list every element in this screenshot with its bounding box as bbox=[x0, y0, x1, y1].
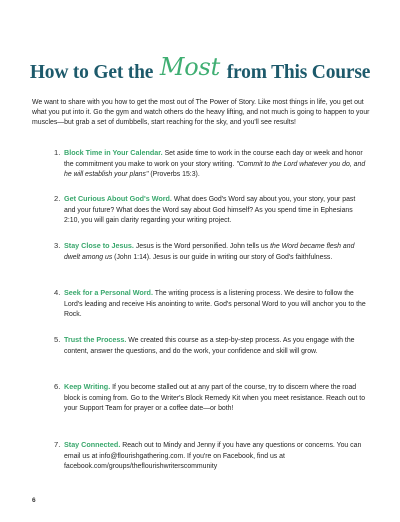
item-heading: Trust the Process. bbox=[64, 335, 127, 344]
item-text-2: (John 1:14). Jesus is our guide in writing our story of God's faithfulness. bbox=[112, 253, 333, 261]
item-quote: the Word became flesh and dwelt among us bbox=[64, 243, 355, 261]
title-before: How to Get the bbox=[29, 62, 154, 83]
item-quote: "Commit to the Lord whatever you do, and he will establish your plans" bbox=[64, 160, 366, 178]
page-title bbox=[0, 53, 400, 84]
item-text: Jesus is the Word personified. John tells us bbox=[133, 243, 271, 250]
item-number: 4. bbox=[54, 288, 61, 297]
item-body bbox=[64, 335, 366, 357]
item-number: 6. bbox=[54, 382, 61, 391]
item-text: Reach out to Mindy and Jenny if you have any questions or concerns. You can email us at info@flourishgathering.com. If you're on Facebook, find us at facebook.com/groups/theflourishwriterscommunity bbox=[64, 442, 362, 470]
item-text: We created this course as a step-by-step process. As you engage with the content, answer the questions, and do the work, your confidence and skill will grow. bbox=[64, 337, 355, 355]
item-heading: Seek for a Personal Word. bbox=[64, 288, 153, 297]
item-body bbox=[64, 148, 366, 181]
item-text: If you become stalled out at any part of the course, try to discern where the road block is coming from. Go to the Writer's Block Remedy Kit when you meet resistance. Reach out to your Support Team for prayer or a coffee date—or both! bbox=[64, 384, 366, 412]
intro-paragraph: We want to share with you how to get the most out of The Power of Story. Like most things in life, you get out what you put into it. Go the gym and watch others do the heavy lifting, and not much is going to happen to your muscles—but grab a set of dumbbells, start reaching for the sky, and you'll see results! bbox=[32, 99, 370, 126]
item-body bbox=[64, 288, 366, 321]
item-heading: Stay Close to Jesus. bbox=[64, 241, 134, 250]
item-heading: Stay Connected. bbox=[64, 440, 121, 449]
item-text-2: (Proverbs 15:3). bbox=[148, 171, 200, 178]
item-heading: Block Time in Your Calendar. bbox=[64, 148, 163, 157]
item-body bbox=[64, 241, 366, 263]
title-script-word: Most bbox=[159, 53, 221, 81]
item-body bbox=[64, 194, 366, 227]
page-number: 6 bbox=[32, 497, 36, 504]
item-number: 1. bbox=[54, 148, 61, 157]
item-number: 2. bbox=[54, 194, 61, 203]
item-heading: Keep Writing. bbox=[64, 382, 111, 391]
item-body bbox=[64, 382, 366, 415]
item-number: 5. bbox=[54, 335, 61, 344]
item-body bbox=[64, 440, 366, 473]
item-number: 3. bbox=[54, 241, 61, 250]
item-text: The writing process is a listening process. We desire to follow the Lord's leading and receive His anointing to write. God's personal Word to you will anchor you to the Rock. bbox=[64, 290, 366, 318]
item-text: Set aside time to work in the course each day or week and honor the commitment you make to work on your story writing. bbox=[64, 150, 363, 168]
item-text: What does God's Word say about you, your story, your past and your future? What does the Word say about God himself? As you spend time in Ephesians 2:10, you will gain clarity regarding your writing project. bbox=[64, 196, 356, 224]
item-heading: Get Curious About God's Word. bbox=[64, 194, 172, 203]
item-number: 7. bbox=[54, 440, 61, 449]
title-after: from This Course bbox=[226, 62, 371, 83]
